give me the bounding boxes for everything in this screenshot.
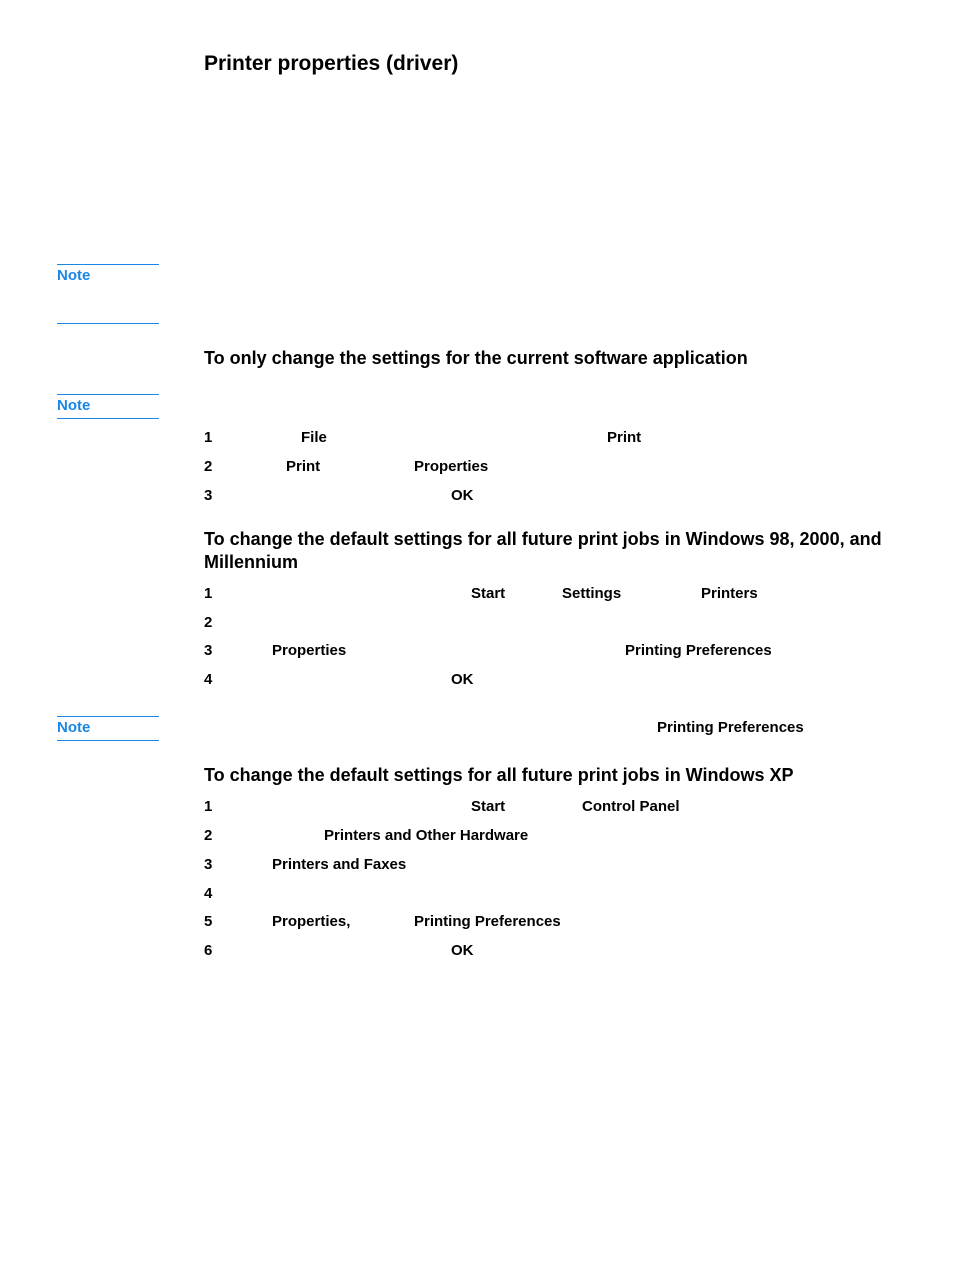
step-number: 2 [204,614,213,631]
ui-term-properties: Properties [414,458,489,475]
ui-term-print: Print [286,458,321,475]
ui-term-settings: Settings [562,585,622,602]
step-number: 2 [204,458,213,475]
step-number: 3 [204,642,213,659]
note-rule-top [57,716,159,717]
ui-term-ok: OK [451,671,474,688]
ui-term-start: Start [471,798,506,815]
section-heading-winxp: To change the default settings for all future print jobs in Windows XP [204,765,794,785]
note-rule-bottom [57,740,159,741]
ui-term-printers-other-hardware: Printers and Other Hardware [324,827,529,844]
step-number: 1 [204,585,213,602]
step-number: 4 [204,885,213,902]
step-number: 3 [204,487,213,504]
step-number: 4 [204,671,213,688]
page-title: Printer properties (driver) [204,52,459,75]
ui-term-printers-and-faxes: Printers and Faxes [272,856,407,873]
step-number: 1 [204,429,213,446]
ui-term-printing-preferences: Printing Preferences [657,719,804,736]
note-label: Note [57,267,91,284]
section-heading-win98: To change the default settings for all future print jobs in Windows 98, 2000, and Millennium [204,529,882,572]
step-number: 1 [204,798,213,815]
ui-term-printing-preferences: Printing Preferences [414,913,561,930]
note-rule-bottom [57,418,159,419]
note-rule-top [57,394,159,395]
ui-term-control-panel: Control Panel [582,798,680,815]
ui-term-start: Start [471,585,506,602]
note-rule-bottom [57,323,159,324]
step-number: 2 [204,827,213,844]
ui-term-printing-preferences: Printing Preferences [625,642,772,659]
ui-term-ok: OK [451,942,474,959]
step-number: 5 [204,913,213,930]
ui-term-properties: Properties, [272,913,351,930]
step-number: 3 [204,856,213,873]
ui-term-ok: OK [451,487,474,504]
note-rule-top [57,264,159,265]
ui-term-printers: Printers [701,585,758,602]
ui-term-properties: Properties [272,642,347,659]
ui-term-print: Print [607,429,642,446]
note-label: Note [57,397,91,414]
ui-term-file: File [301,429,327,446]
section-heading-current-app: To only change the settings for the current software application [204,348,748,368]
step-number: 6 [204,942,213,959]
note-label: Note [57,719,91,736]
